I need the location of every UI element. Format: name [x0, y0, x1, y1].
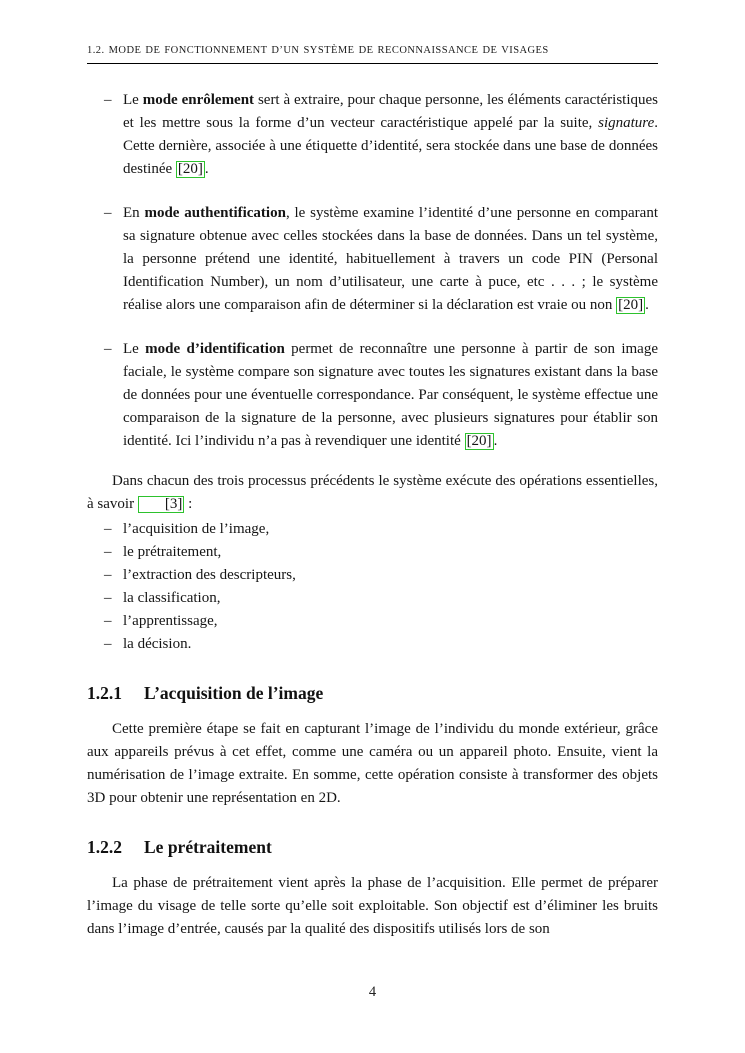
item-dash-marker: –	[104, 205, 112, 221]
page-header	[87, 44, 658, 64]
item-dash-marker: –	[104, 92, 112, 108]
page-number: 4	[368, 984, 377, 1000]
item-dash-marker: –	[104, 544, 112, 560]
operation-item	[87, 518, 658, 541]
operations-list	[87, 518, 658, 656]
intro-paragraph: Dans chacun des trois processus précédents le système exécute des opérations essentielles, à savoir [3] :	[87, 473, 658, 512]
list-item-enrollment	[87, 89, 658, 181]
section-paragraph-acquisition: Cette première étape se fait en capturant l’image de l’individu du monde extérieur, grâce aux appareils prévus à cet effet, comme une caméra ou un appareil photo. Ensuite, vient la numérisation de l’image extraite. En somme, cette opération consiste à transformer des objets 3D pour obtenir une représentation en 2D.	[87, 721, 658, 806]
operation-item	[87, 610, 658, 633]
section-heading-1-2-2	[87, 836, 658, 858]
item-dash-marker: –	[104, 567, 112, 583]
section-number: 1.2.1	[87, 683, 122, 703]
section-paragraph-pretraitement: La phase de prétraitement vient après la phase de l’acquisition. Elle permet de préparer l’image du visage de telle sorte qu’elle soit exploitable. Son objectif est d’éliminer les bruits dans l’image d’entrée, causés par la qualité des dispositifs utilisés lors de son	[87, 875, 658, 937]
item-dash-marker: –	[104, 590, 112, 606]
modes-list	[87, 89, 658, 453]
citation-link-20[interactable]: [20]	[177, 161, 203, 177]
item-text: Le mode enrôlement sert à extraire, pour chaque personne, les éléments caractéristiques et les mettre sous la forme d’un vecteur caractéristique appelé par la suite, signature. Cette dernière, associée à une étiquette d’identité, sera stockée dans une base de données destinée [20] .	[123, 92, 658, 177]
operation-label: l’extraction des descripteurs,	[123, 567, 296, 583]
mode-term-bold: mode authentification	[144, 205, 286, 221]
operation-label: l’acquisition de l’image,	[123, 521, 270, 537]
operation-item	[87, 633, 658, 656]
citation-link-20[interactable]: [20]	[466, 433, 492, 449]
operation-label: la classification,	[123, 590, 221, 606]
item-text: En mode authentification, le système examine l’identité d’une personne en comparant sa signature obtenue avec celles stockées dans la base de données. Dans un tel système, la personne prétend une identité, habituellement à travers un code PIN (Personal Identification Number), un nom d’utilisateur, une carte à puce, etc . . . ; le système réalise alors une comparaison afin de déterminer si la déclaration est vraie ou non [20] .	[123, 205, 658, 313]
page-footer	[0, 981, 745, 1004]
running-header: 1.2. MODE DE FONCTIONNEMENT D’UN SYSTÈME DE RECONNAISSANCE DE VISAGES	[87, 45, 549, 56]
operation-item	[87, 541, 658, 564]
section-title: L’acquisition de l’image	[144, 683, 324, 703]
item-dash-marker: –	[104, 521, 112, 537]
signature-italic: signature	[598, 115, 655, 131]
item-dash-marker: –	[104, 636, 112, 652]
section-heading-1-2-1	[87, 682, 658, 704]
list-item-identification	[87, 338, 658, 453]
citation-link-20[interactable]: [20]	[618, 297, 644, 313]
citation-link-3[interactable]: [3]	[138, 496, 185, 513]
operation-label: l’apprentissage,	[123, 613, 218, 629]
operation-label: la décision.	[123, 636, 192, 652]
mode-term-bold: mode enrôlement	[142, 92, 255, 108]
operation-label: le prétraitement,	[123, 544, 222, 560]
item-dash-marker: –	[104, 341, 112, 357]
operation-item	[87, 564, 658, 587]
list-item-authentication	[87, 202, 658, 317]
item-dash-marker: –	[104, 613, 112, 629]
section-title: Le prétraitement	[144, 837, 272, 857]
item-text: Le mode d’identification permet de reconnaître une personne à partir de son image faciale, le système compare son signature avec toutes les signatures existant dans la base de données pour une éventuelle correspondance. Par conséquent, le système effectue une comparaison de la signature de la personne, avec plusieurs signatures pour établir son identité. Ici l’individu n’a pas à revendiquer une identité [20] .	[123, 341, 658, 449]
section-number: 1.2.2	[87, 837, 122, 857]
mode-term-bold: mode d’identification	[145, 341, 285, 357]
operation-item	[87, 587, 658, 610]
